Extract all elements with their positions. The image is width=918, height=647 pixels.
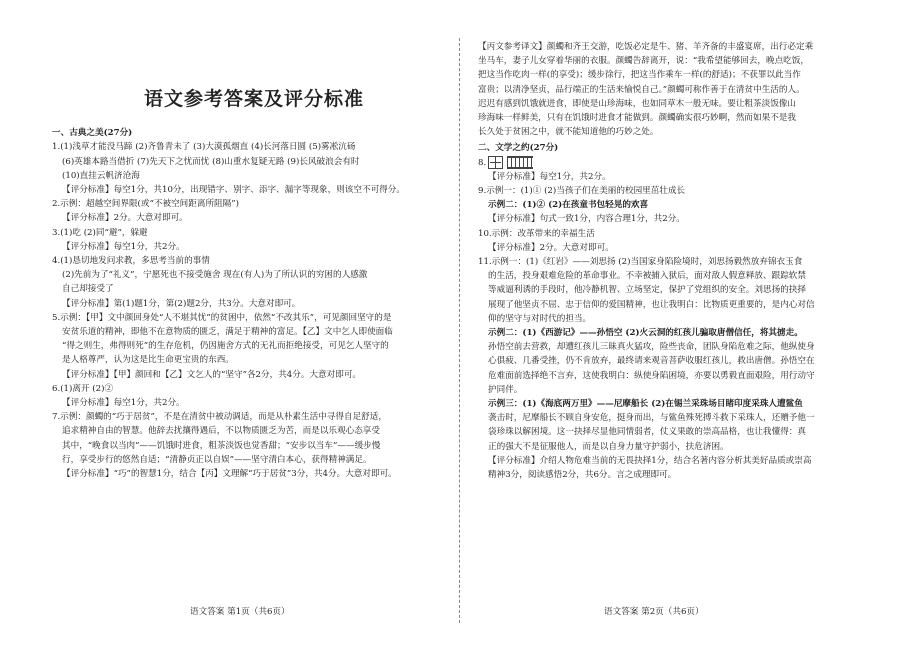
answer-line	[478, 468, 882, 482]
answer-text: 追求精神自由的智慧。他辞去扰攘得遇后，不以物质匮乏为苦，而是以乐观心态享受	[62, 426, 380, 437]
answer-text: 【评分标准】【甲】颜回和【乙】文乞人的“坚守”各2分，共4分。大意对即可。	[62, 369, 362, 380]
answer-line	[52, 382, 456, 396]
answer-text: 行，享受步行的悠然自适；“清静贞正以自娱”——坚守清白本心，获得精神满足。	[62, 454, 372, 465]
answer-line	[478, 111, 882, 125]
answer-line	[478, 454, 882, 468]
answer-line	[52, 439, 456, 453]
answer-text: 【评分标准】每空1分，共2分。	[488, 171, 611, 182]
answer-text: 珍海味一样鲜美，只有在饥饿时进食才能做到。颜蠋确实很巧妙啊，然而如果不是我	[478, 113, 796, 124]
answer-line	[52, 467, 456, 481]
answer-text: 其中，“晚食以当肉”——饥饿时进食，粗茶淡饭也觉香甜；“安步以当车”——缓步慢	[62, 440, 381, 451]
answer-line	[52, 297, 456, 311]
page-2-content	[478, 40, 882, 482]
answer-line	[478, 383, 882, 397]
answer-line	[52, 424, 456, 438]
answer-line	[478, 184, 882, 198]
answer-text: 8.	[478, 157, 487, 168]
answer-text: 正的强大不是征服他人，而是以自身力量守护弱小，扶危济困。	[488, 441, 729, 452]
answer-line	[478, 397, 882, 411]
answer-line	[52, 325, 456, 339]
answer-line	[478, 298, 882, 312]
answer-text: 自己却接受了	[62, 284, 114, 295]
answer-text: 3.(1)吃 (2)同“避”，躲避	[52, 227, 148, 238]
answer-line	[52, 353, 456, 367]
character-grid-icon	[488, 156, 503, 169]
column-divider	[459, 38, 460, 623]
answer-line	[52, 169, 456, 183]
answer-line	[478, 54, 882, 68]
answer-line	[478, 170, 882, 184]
answer-line	[52, 140, 456, 154]
answer-line	[478, 156, 882, 170]
answer-line	[478, 354, 882, 368]
answer-text: 心俱疲、几番受挫，仍不肯放弃，最终请来观音菩萨收服红孩儿，救出唐僧。孙悟空在	[488, 356, 815, 367]
answer-text: (10)直挂云帆济沧海	[62, 170, 140, 181]
answer-text: 【评分标准】句式一致1分，内容合理1分，共2分。	[488, 214, 685, 225]
answer-text: 孙悟空前去营救，却遭红孩儿三昧真火猛攻，险些丧命，团队身陷危难之际，他纵使身	[488, 342, 815, 353]
answer-line	[478, 340, 882, 354]
answer-text: 7.示例：颜蠋的“巧于居贫”，不是在清贫中被动调适，而是从朴素生活中寻得自足舒适，	[52, 412, 387, 423]
answer-text: 示例二：(1)② (2)在孩童书包轻晃的欢喜	[488, 200, 649, 211]
answer-text: 【丙文参考译文】颜蠋和齐王交游，吃饭必定是牛、猪、羊齐备的丰盛宴席，出行必定乘	[478, 42, 814, 52]
answer-line	[52, 453, 456, 467]
answer-line	[52, 226, 456, 240]
answer-line	[52, 282, 456, 296]
answer-line	[478, 40, 882, 54]
answer-text: 【评分标准】每空1分，共2分。	[62, 398, 185, 409]
answer-line	[478, 198, 882, 212]
answer-line	[478, 411, 882, 425]
answer-text: “得之则生，弗得则死”的生存危机，仍因施舍方式的无礼而拒绝接受，可见乞人坚守的	[62, 341, 389, 352]
answer-line	[478, 255, 882, 269]
answer-line	[478, 369, 882, 383]
answer-line	[52, 240, 456, 254]
answer-text: 【评分标准】“巧”的智慧1分，结合【丙】文理解“巧于居贫”3分，共4分。大意对即可。	[62, 469, 397, 480]
answer-text: 10.示例：改革带来的幸福生活	[478, 228, 595, 239]
answer-text: 9.示例一：(1)① (2)当孩子们在美丽的校园里茁壮成长	[478, 186, 686, 197]
answer-line	[52, 396, 456, 410]
answer-line	[52, 339, 456, 353]
answer-text: 示例三：(1)《海底两万里》——尼摩船长 (2)在锡兰采珠场目睹印度采珠人遭鲨鱼	[488, 399, 803, 410]
answer-line	[478, 312, 882, 326]
answer-text: (2)先前为了“礼义”，宁愿死也不接受施舍 现在(有人)为了所认识的穷困的人感激	[62, 270, 368, 281]
answer-text: 示例二：(1)《西游记》——孙悟空 (2)火云洞的红孩儿骗取唐僧信任，将其掳走。	[488, 328, 803, 339]
answer-text: 一、古典之美(27分)	[52, 128, 133, 139]
answer-text: 【评分标准】介绍人物危难当前的无畏抉择1分，结合名著内容分析其美好品质或崇高	[488, 455, 812, 466]
answer-text: 安贫乐道的精神，即他不在意物质的匮乏，满足于精神的富足。【乙】文中乞人即使面临	[62, 327, 393, 338]
answer-text: 【评分标准】每空1分，共10分，出现错字、别字、添字、漏字等现象，则该空不可得分。	[62, 185, 405, 196]
page-2-column	[478, 40, 882, 482]
page-2-footer: 语文答案 第2页（共6页）	[604, 607, 704, 617]
answer-text: 4.(1)恳切地发问求教，多思考当前的事情	[52, 256, 210, 267]
answer-text: 危难面前选择绝不言弃，这使我明白：纵使身陷困境，亦要以勇毅直面艰险，用行动守	[488, 370, 815, 381]
answer-text: 富贵；以清净坚贞，品行端正的生活来愉悦自己。”颜蠋可称作善于在清贫中生活的人。	[478, 84, 805, 95]
answer-line	[52, 410, 456, 424]
answer-text: 的生活，投身艰难危险的革命事业。不幸被捕入狱后，面对敌人假意释放、跟踪软禁	[488, 271, 806, 282]
answer-line	[478, 212, 882, 226]
answer-text: 【评分标准】2分。大意对即可。	[62, 213, 188, 224]
answer-line	[52, 311, 456, 325]
answer-line	[52, 268, 456, 282]
answer-line	[478, 269, 882, 283]
section-heading	[52, 126, 456, 140]
answer-text: 是人格尊严，认为这是比生命更宝贵的东西。	[62, 355, 234, 366]
section-heading	[478, 141, 882, 155]
answer-text: 精神3分，阅读感悟2分，共6分。言之成理即可。	[488, 470, 677, 481]
page-title: 语文参考答案及评分标准	[143, 88, 364, 110]
answer-line	[478, 83, 882, 97]
answer-line	[52, 254, 456, 268]
answer-text: 11.示例一：(1)《红岩》——刘思扬 (2)当国家身陷险境时，刘思扬毅然放弃锦衣玉食	[478, 257, 803, 268]
answer-text: 6.(1)离开 (2)②	[52, 383, 114, 394]
answer-line	[52, 183, 456, 197]
answer-line	[478, 425, 882, 439]
answer-text: 5.示例：【甲】文中颜回身处“人不堪其忧”的贫困中，依然“不改其乐”，可见颜回坚守的是	[52, 312, 392, 323]
answer-text: 长久处于贫困之中，就不能知道他的巧妙之处。	[478, 127, 659, 138]
answer-text: 【评分标准】2分。大意对即可。	[488, 242, 614, 253]
answer-text: 展现了他坚贞不屈、忠于信仰的爱国精神，也让我明白：比物质更重要的，是内心对信	[488, 299, 815, 310]
answer-line	[478, 241, 882, 255]
answer-text: 仰的坚守与对时代的担当。	[488, 313, 592, 324]
answer-line	[478, 227, 882, 241]
answer-text: 等威逼利诱的手段时，他冷静机智、立场坚定，保护了党组织的安全。刘思扬的抉择	[488, 285, 806, 296]
answer-text: 二、文学之约(27分)	[478, 143, 559, 154]
answer-text: 【评分标准】每空1分，共2分。	[62, 241, 185, 252]
stroke-order-icon	[507, 156, 533, 169]
answer-text: 袋珍珠以解困境。这一抉择尽显他同情弱者，仗义果敢的崇高品格，也让我懂得：真	[488, 427, 806, 438]
answer-line	[478, 440, 882, 454]
answer-line	[478, 125, 882, 139]
answer-line	[478, 97, 882, 111]
answer-text: 迟迟有感到饥饿就进食，即使是山珍海味，也如同草木一般无味。要让粗茶淡饭像山	[478, 98, 796, 109]
answer-line	[478, 68, 882, 82]
answer-line	[52, 155, 456, 169]
answer-line	[478, 326, 882, 340]
answer-text: 袭击时，尼摩船长不顾自身安危，挺身而出，与鲨鱼殊死搏斗救下采珠人，还赠予他一	[488, 413, 815, 424]
answer-line	[52, 211, 456, 225]
answer-text: 2.示例：超越空间界限(或“不被空间距离所阻隔”)	[52, 199, 239, 210]
answer-text: (6)英雄本路当借折 (7)先天下之忧而忧 (8)山重水复疑无路 (9)长风破浪会有时	[62, 156, 360, 167]
answer-text: 坐马车，妻子儿女穿着华丽的衣服。颜蠋告辞离开，说：“我希望能够回去，晚点吃饭，	[478, 56, 809, 67]
page-1-column	[52, 0, 456, 481]
answer-text: 护同伴。	[488, 384, 523, 395]
answer-line	[52, 197, 456, 211]
answer-line	[478, 283, 882, 297]
answer-line	[52, 368, 456, 382]
answer-text: 把这当作吃肉一样(的享受)；缓步徐行，把这当作乘车一样(的舒适)；不获罪以此当作	[478, 70, 801, 81]
page-1-footer: 语文答案 第1页（共6页）	[190, 607, 290, 617]
page-1-content	[52, 126, 456, 481]
answer-text: 【评分标准】第(1)题1分，第(2)题2分，共3分。大意对即可。	[62, 298, 301, 309]
answer-text: 1.(1)浅草才能没马蹄 (2)齐鲁青未了 (3)大漠孤烟直 (4)长河落日圆 (5)雾凇沆砀	[52, 142, 356, 153]
